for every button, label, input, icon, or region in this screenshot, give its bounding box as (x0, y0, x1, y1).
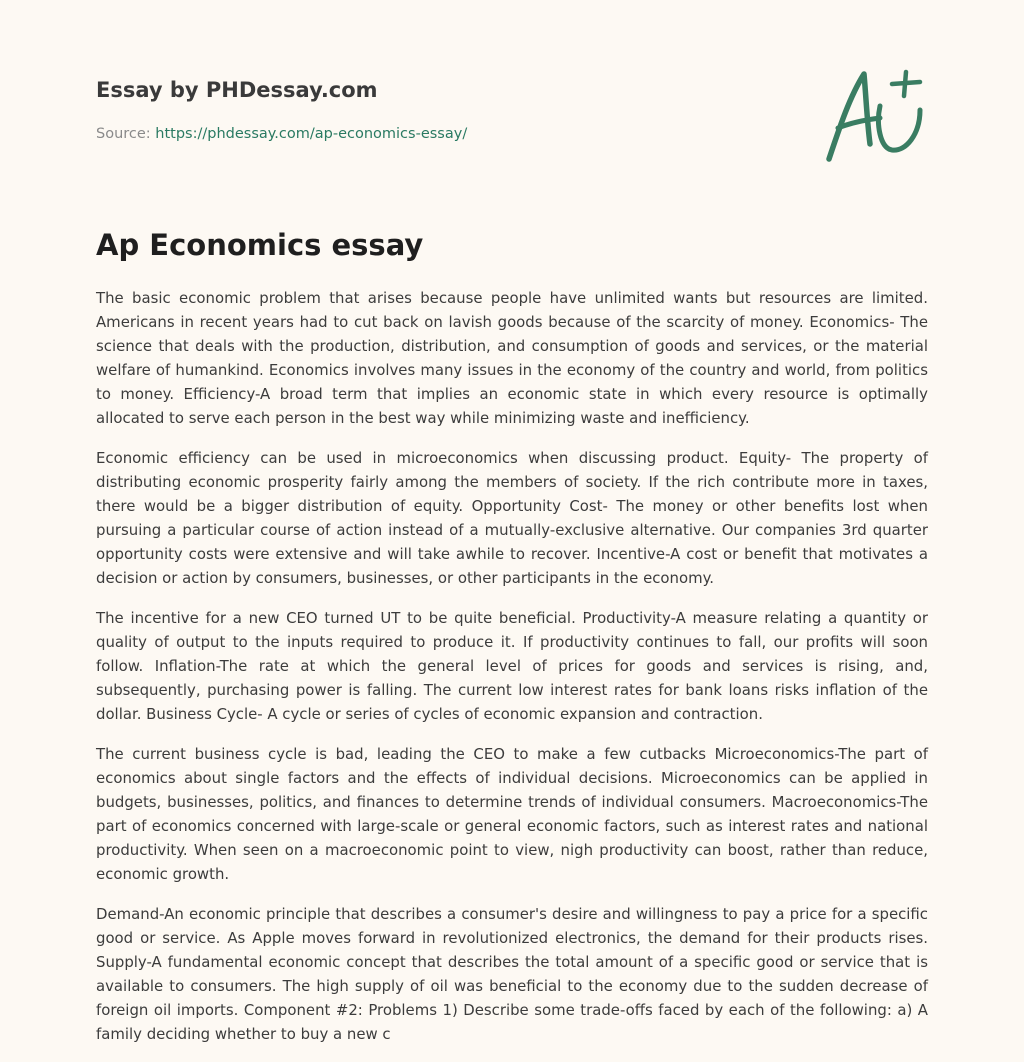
article-paragraph: The basic economic problem that arises because people have unlimited wants but resources are limited. Americans in recent years had to cut back on lavish goods because of the scarcity of money. Economics- The science that deals with the production, distribution, and consumption of goods and services, or the material welfare of humankind. Economics involves many issues in the economy of the country and world, from politics to money. Efficiency-A broad term that implies an economic state in which every resource is optimally allocated to serve each person in the best way while minimizing waste and inefficiency. (96, 289, 928, 427)
article-paragraph: Demand-An economic principle that describes a consumer's desire and willingness to pay a price for a specific good or service. As Apple moves forward in revolutionized electronics, the demand for their products rises. Supply-A fundamental economic concept that describes the total amount of a specific good or service that is available to consumers. The high supply of oil was beneficial to the economy due to the sudden decrease of foreign oil imports. Component #2: Problems 1) Describe some trade-offs faced by each of the following: a) A family deciding whether to buy a new c (96, 905, 928, 1043)
source-link[interactable]: https://phdessay.com/ap-economics-essay/ (155, 126, 468, 142)
a-plus-logo-icon (820, 66, 930, 166)
article-paragraph: The incentive for a new CEO turned UT to be quite beneficial. Productivity-A measure relating a quantity or quality of output to the inputs required to produce it. If productivity continues to fall, our profits will soon follow. Inflation-The rate at which the general level of prices for goods and services is rising, and, subsequently, purchasing power is falling. The current low interest rates for bank loans risks inflation of the dollar. Business Cycle- A cycle or series of cycles of economic expansion and contraction. (96, 609, 928, 723)
brand-title: Essay by PHDessay.com (96, 78, 378, 102)
article-paragraph: Economic efficiency can be used in microeconomics when discussing product. Equity- The property of distributing economic prosperity fairly among the members of society. If the rich contribute more in taxes, there would be a bigger distribution of equity. Opportunity Cost- The money or other benefits lost when pursuing a particular course of action instead of a mutually-exclusive alternative. Our companies 3rd quarter opportunity costs were extensive and will take awhile to recover. Incentive-A cost or benefit that motivates a decision or action by consumers, businesses, or other participants in the economy. (96, 449, 928, 587)
page-header (96, 76, 796, 144)
article-paragraph: The current business cycle is bad, leading the CEO to make a few cutbacks Microeconomics-The part of economics about single factors and the effects of individual decisions. Microeconomics can be applied in budgets, businesses, politics, and finances to determine trends of individual consumers. Macroeconomics-The part of economics concerned with large-scale or general economic factors, such as interest rates and national productivity. When seen on a macroeconomic point to view, nigh productivity can boost, rather than reduce, economic growth. (96, 745, 928, 883)
article-title: Ap Economics essay (96, 228, 424, 262)
source-label: Source: (96, 126, 156, 142)
article-body (96, 286, 928, 1062)
source-line (96, 124, 796, 144)
